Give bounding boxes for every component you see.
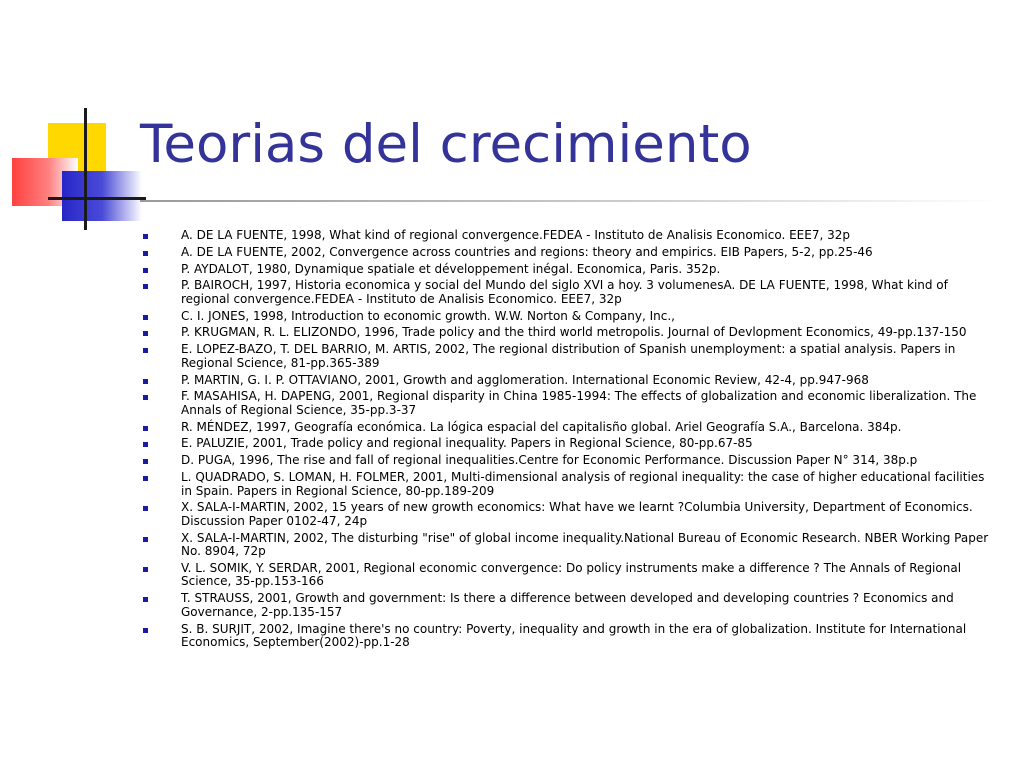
slide-logo <box>0 0 150 240</box>
reference-item <box>140 326 995 340</box>
bullet-icon <box>143 597 148 602</box>
reference-item <box>140 421 995 435</box>
bullet-icon <box>143 442 148 447</box>
bullet-icon <box>143 284 148 289</box>
reference-text: R. MÉNDEZ, 1997, Geografía económica. La lógica espacial del capitalisño global. Ariel Geografía S.A., Barcelona. 384p. <box>181 419 902 434</box>
bullet-icon <box>143 251 148 256</box>
reference-text: T. STRAUSS, 2001, Growth and government: Is there a difference between developed and developing countries ? Economics and Governance, 2-pp.135-157 <box>181 591 954 619</box>
reference-text: A. DE LA FUENTE, 2002, Convergence across countries and regions: theory and empirics. EIB Papers, 5-2, pp.25-46 <box>181 244 873 259</box>
bullet-icon <box>143 395 148 400</box>
slide-title: Teorias del crecimiento <box>140 114 752 175</box>
logo-blue-square <box>62 171 142 221</box>
bullet-icon <box>143 426 148 431</box>
title-underline <box>140 200 1000 202</box>
reference-text: L. QUADRADO, S. LOMAN, H. FOLMER, 2001, Multi-dimensional analysis of regional inequality: the case of higher educational facilities in Spain. Papers in Regional Science, 80-pp.189-209 <box>181 470 985 498</box>
bullet-icon <box>143 234 148 239</box>
bullet-icon <box>143 567 148 572</box>
reference-text: P. MARTIN, G. I. P. OTTAVIANO, 2001, Growth and agglomeration. International Economic Review, 42-4, pp.947-968 <box>181 372 869 387</box>
reference-item <box>140 279 995 306</box>
reference-text: C. I. JONES, 1998, Introduction to economic growth. W.W. Norton & Company, Inc., <box>181 308 675 323</box>
reference-text: P. AYDALOT, 1980, Dynamique spatiale et développement inégal. Economica, Paris. 352p. <box>181 261 721 276</box>
reference-item <box>140 246 995 260</box>
bullet-icon <box>143 476 148 481</box>
reference-item <box>140 623 995 650</box>
reference-item <box>140 592 995 619</box>
reference-text: A. DE LA FUENTE, 1998, What kind of regional convergence.FEDEA - Instituto de Analisis Economico. EEE7, 32p <box>181 228 850 242</box>
reference-item <box>140 310 995 324</box>
bullet-icon <box>143 348 148 353</box>
reference-text: S. B. SURJIT, 2002, Imagine there's no country: Poverty, inequality and growth in the era of globalization. Institute for International Economics, September(2002)-pp.1-28 <box>181 621 967 650</box>
bullet-icon <box>143 268 148 273</box>
reference-text: D. PUGA, 1996, The rise and fall of regional inequalities.Centre for Economic Performance. Discussion Paper N° 314, 38p.p <box>181 453 918 468</box>
reference-text: F. MASAHISA, H. DAPENG, 2001, Regional disparity in China 1985-1994: The effects of globalization and economic liberalization. The Annals of Regional Science, 35-pp.3-37 <box>181 389 977 417</box>
reference-item <box>140 229 995 243</box>
reference-item <box>140 471 995 498</box>
reference-item <box>140 501 995 528</box>
reference-item <box>140 532 995 559</box>
reference-item <box>140 343 995 370</box>
reference-item <box>140 263 995 277</box>
reference-item <box>140 437 995 451</box>
reference-list <box>140 229 995 653</box>
reference-item <box>140 374 995 388</box>
logo-horizontal-line <box>48 197 146 200</box>
reference-text: X. SALA-I-MARTIN, 2002, The disturbing "rise" of global income inequality.National Bureau of Economic Research. NBER Working Paper No. 8904, 72p <box>181 530 989 559</box>
bullet-icon <box>143 315 148 320</box>
bullet-icon <box>143 628 148 633</box>
reference-item <box>140 390 995 417</box>
reference-text: P. KRUGMAN, R. L. ELIZONDO, 1996, Trade policy and the third world metropolis. Journal of Devlopment Economics, 49-pp.137-150 <box>181 325 967 340</box>
reference-text: E. PALUZIE, 2001, Trade policy and regional inequality. Papers in Regional Science, 80-pp.67-85 <box>181 436 753 451</box>
reference-text: V. L. SOMIK, Y. SERDAR, 2001, Regional economic convergence: Do policy instruments make a difference ? The Annals of Regional Science, 35-pp.153-166 <box>181 560 962 589</box>
bullet-icon <box>143 537 148 542</box>
logo-vertical-line <box>84 108 87 230</box>
reference-text: P. BAIROCH, 1997, Historia economica y social del Mundo del siglo XVI a hoy. 3 volumenesA. DE LA FUENTE, 1998, What kind of regional convergence.FEDEA - Instituto de Analisis Economico. EEE7, 32p <box>181 278 948 306</box>
reference-text: E. LOPEZ-BAZO, T. DEL BARRIO, M. ARTIS, 2002, The regional distribution of Spanish unemployment: a spatial analysis. Papers in Regional Science, 81-pp.365-389 <box>181 342 956 370</box>
bullet-icon <box>143 459 148 464</box>
reference-item <box>140 562 995 589</box>
bullet-icon <box>143 506 148 511</box>
reference-item <box>140 454 995 468</box>
reference-text: X. SALA-I-MARTIN, 2002, 15 years of new growth economics: What have we learnt ?Columbia University, Department of Economics. Discussion Paper 0102-47, 24p <box>181 500 973 528</box>
bullet-icon <box>143 331 148 336</box>
bullet-icon <box>143 379 148 384</box>
